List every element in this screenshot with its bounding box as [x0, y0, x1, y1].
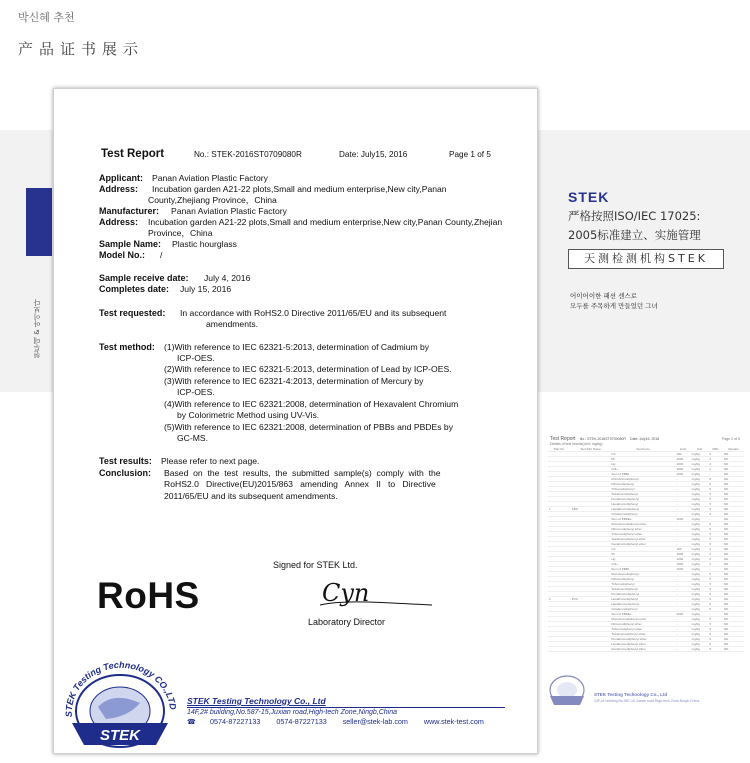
thumbnail-table-cell: Sum of PBDEs [610, 612, 675, 617]
thumbnail-table-cell: PVC [571, 597, 611, 602]
side-boxed-label: 天测检测机构STEK [568, 249, 724, 269]
thumbnail-results-table [548, 447, 744, 652]
thumbnail-table-cell: 5 [708, 617, 723, 622]
thumbnail-table-cell: mg/kg [691, 562, 709, 567]
thumbnail-table-cell: - [675, 632, 690, 637]
thumbnail-table-cell: 5 [708, 637, 723, 642]
thumbnail-table-cell: ND [723, 537, 744, 542]
thumbnail-table-cell: 5 [708, 532, 723, 537]
test-requested-line1: In accordance with RoHS2.0 Directive 2011/65/EU and its subsequent [180, 308, 447, 318]
thumbnail-table-cell: Cd [610, 547, 675, 552]
thumbnail-table-cell: - [675, 642, 690, 647]
thumbnail-table-cell: - [708, 472, 723, 477]
thumbnail-table-cell: mg/kg [691, 467, 709, 472]
thumbnail-table-cell: Pb [610, 552, 675, 557]
thumbnail-table-cell: mg/kg [691, 512, 709, 517]
conclusion-line1: Based on the test results, the submitted sample(s) comply with the [164, 468, 441, 478]
thumbnail-table-cell: 1000 [675, 557, 690, 562]
thumbnail-table-cell: Sum of PBDEs [610, 517, 675, 522]
thumbnail-table-cell: mg/kg [691, 537, 709, 542]
thumbnail-table-cell: - [675, 507, 690, 512]
thumbnail-table-cell: mg/kg [691, 587, 709, 592]
thumbnail-table-cell: - [675, 482, 690, 487]
thumbnail-table-cell: 5 [708, 602, 723, 607]
thumbnail-table-cell: 2 [708, 467, 723, 472]
method-line: ICP-OES. [177, 353, 215, 363]
laboratory-director: Laboratory Director [308, 617, 386, 627]
thumbnail-report-no: No.: STEK-2016ST0709080R [579, 437, 626, 441]
chinese-title: 产品证书展示 [18, 40, 145, 58]
thumbnail-table-cell: mg/kg [691, 527, 709, 532]
thumbnail-table-cell: ND [723, 472, 744, 477]
thumbnail-table-cell: ND [723, 522, 744, 527]
thumbnail-table-cell: 1000 [675, 612, 690, 617]
thumbnail-table-cell: mg/kg [691, 612, 709, 617]
report-title: Test Report [101, 148, 165, 160]
thumbnail-table-cell: ND [723, 577, 744, 582]
sample-name-value: Plastic hourglass [172, 239, 237, 249]
thumbnail-table-cell: Decabromodiphenyl ether [610, 542, 675, 547]
thumbnail-table-cell: Hexabromobiphenyl [610, 502, 675, 507]
manufacturer-label: Manufacturer: [99, 206, 160, 216]
thumbnail-table-cell: - [675, 492, 690, 497]
thumbnail-table-cell: - [708, 567, 723, 572]
thumbnail-table-cell: ND [723, 502, 744, 507]
thumbnail-table-cell: ND [723, 507, 744, 512]
thumbnail-table-cell: Decabromodiphenyl ether [610, 647, 675, 652]
thumbnail-table-cell: Tetrabromodiphenyl ether [610, 632, 675, 637]
thumbnail-table-cell: 5 [708, 622, 723, 627]
thumbnail-table-cell: mg/kg [691, 597, 709, 602]
thumbnail-table-cell: mg/kg [691, 487, 709, 492]
thumbnail-table-cell: ABS [571, 507, 611, 512]
test-requested-label: Test requested: [99, 308, 166, 318]
method-line: ICP-OES. [177, 387, 215, 397]
side-description-line2: 2005标准建立、实施管理 [568, 228, 701, 242]
thumbnail-table-cell: - [675, 532, 690, 537]
thumbnail-subtitle: Details of test results(Unit: mg/kg) [550, 442, 603, 446]
thumbnail-table-cell: 5 [708, 507, 723, 512]
thumbnail-table-cell: 100 [675, 547, 690, 552]
thumbnail-table-cell: Hg [610, 557, 675, 562]
thumbnail-table-cell: mg/kg [691, 522, 709, 527]
method-line: (2)With reference to IEC 62321-5:2013, determination of Lead by ICP-OES. [164, 364, 452, 374]
method-line: (4)With reference to IEC 62321:2008, determination of Hexavalent Chromium [164, 399, 459, 409]
thumbnail-table-cell: mg/kg [691, 647, 709, 652]
thumbnail-table-cell: 5 [708, 502, 723, 507]
thumbnail-table-cell: mg/kg [691, 502, 709, 507]
thumbnail-title-text: Test Report [550, 436, 576, 442]
thumbnail-table-cell: 2 [708, 452, 723, 457]
thumbnail-table-cell: 5 [708, 587, 723, 592]
completes-date-label: Completes date: [99, 284, 170, 294]
vertical-side-text: 현투데 & 아이보다 [33, 299, 41, 358]
thumbnail-table-cell: 5 [708, 572, 723, 577]
thumbnail-table-cell: ND [723, 462, 744, 467]
thumbnail-table-cell: - [675, 587, 690, 592]
thumbnail-table-cell: 5 [708, 492, 723, 497]
thumbnail-table-cell: 2 [708, 457, 723, 462]
thumbnail-column-header: Part No. [548, 447, 571, 452]
model-label: Model No.: [99, 250, 145, 260]
model-value: / [160, 250, 163, 260]
thumbnail-table-cell: ND [723, 527, 744, 532]
footer-address: 14F,2# building,No.587-15,Juxian road,High-tech Zone,Ningb,China [187, 709, 398, 716]
thumbnail-table-cell: ND [723, 622, 744, 627]
thumbnail-table-cell: 5 [708, 642, 723, 647]
thumbnail-table-cell: ND [723, 637, 744, 642]
address-label: Address: [99, 184, 139, 194]
thumbnail-table-cell: ND [723, 582, 744, 587]
thumbnail-table-cell: mg/kg [691, 497, 709, 502]
thumbnail-table-cell: Dibromobiphenyl [610, 482, 675, 487]
applicant-label: Applicant: [99, 173, 143, 183]
thumbnail-table-cell: - [675, 502, 690, 507]
thumbnail-table-cell: mg/kg [691, 637, 709, 642]
signature [316, 573, 436, 613]
thumbnail-table-cell: ND [723, 587, 744, 592]
thumbnail-table-cell: mg/kg [691, 567, 709, 572]
thumbnail-table-cell: 5 [708, 647, 723, 652]
thumbnail-table-cell: - [675, 477, 690, 482]
thumbnail-table-cell: ND [723, 567, 744, 572]
footer-tel1: 0574-87227133 [209, 717, 261, 726]
applicant-value: Panan Aviation Plastic Factory [152, 173, 268, 183]
manufacturer-value: Panan Aviation Plastic Factory [171, 206, 287, 216]
thumbnail-table-cell: mg/kg [691, 492, 709, 497]
thumbnail-table-cell: - [675, 617, 690, 622]
thumbnail-table-cell: Tetrabromodiphenyl ether [610, 537, 675, 542]
thumbnail-table-cell: Monobromodiphenyl ether [610, 522, 675, 527]
thumbnail-table-cell: Pb [610, 457, 675, 462]
thumbnail-table-cell: ND [723, 592, 744, 597]
thumbnail-table-cell: 1 [548, 507, 571, 512]
thumbnail-table-cell: 1000 [675, 517, 690, 522]
test-method-label: Test method: [99, 342, 155, 352]
thumbnail-column-header: Results [723, 447, 744, 452]
thumbnail-table-cell: - [675, 602, 690, 607]
thumbnail-column-header: Test Part Name [571, 447, 611, 452]
footer-email[interactable]: seller@stek-lab.com [342, 717, 408, 726]
thumbnail-table-cell: 5 [708, 497, 723, 502]
phone-icon: ☎ [187, 717, 196, 726]
thumbnail-table-cell: ND [723, 512, 744, 517]
thumbnail-table-cell: ND [723, 547, 744, 552]
stek-seal-logo [58, 659, 182, 751]
thumbnail-table-cell: - [675, 522, 690, 527]
thumbnail-table-cell: 5 [708, 522, 723, 527]
report-date: Date: July15, 2016 [339, 150, 408, 159]
thumbnail-table-cell: mg/kg [691, 477, 709, 482]
address-line2: County,Zhejiang Province，China [148, 195, 277, 205]
thumbnail-table-cell: - [675, 577, 690, 582]
test-results-label: Test results: [99, 456, 152, 466]
thumbnail-table-cell: Hexabromobiphenyl [610, 597, 675, 602]
thumbnail-table-cell: ND [723, 457, 744, 462]
thumbnail-table-cell: 5 [708, 527, 723, 532]
thumbnail-table-cell: mg/kg [691, 602, 709, 607]
thumbnail-table-cell: mg/kg [691, 592, 709, 597]
thumbnail-table-cell: - [675, 542, 690, 547]
thumbnail-table-cell: 5 [708, 607, 723, 612]
thumbnail-table-cell: 2 [708, 462, 723, 467]
thumbnail-table-cell: Octabromobiphenyl [610, 607, 675, 612]
footer-divider [187, 707, 505, 708]
footer-tel2: 0574-87227133 [276, 717, 327, 726]
thumbnail-table-cell: ND [723, 632, 744, 637]
thumbnail-table-cell: mg/kg [691, 582, 709, 587]
thumbnail-column-header: MDL [708, 447, 723, 452]
thumbnail-table-cell: 1000 [675, 457, 690, 462]
method-line: by Colorimetric Method using UV-Vis. [177, 410, 320, 420]
thumbnail-table-cell: - [675, 637, 690, 642]
thumbnail-table-cell: 1000 [675, 467, 690, 472]
thumbnail-table-cell [571, 647, 611, 652]
thumbnail-table-cell: - [675, 512, 690, 517]
completes-date-value: July 15, 2016 [180, 284, 232, 294]
thumbnail-table-cell: 2 [708, 557, 723, 562]
thumbnail-column-header: Test Items [610, 447, 675, 452]
thumbnail-results-page [542, 428, 750, 728]
thumbnail-table-cell: 5 [708, 482, 723, 487]
thumbnail-table-cell: mg/kg [691, 532, 709, 537]
thumbnail-table-cell: 1000 [675, 552, 690, 557]
blue-accent-block [26, 188, 52, 256]
thumbnail-table-cell: mg/kg [691, 517, 709, 522]
thumbnail-table-cell: mg/kg [691, 632, 709, 637]
conclusion-line3: 2011/65/EU and its subsequent amendments. [164, 491, 338, 501]
thumbnail-table-cell: Cd [610, 452, 675, 457]
thumbnail-table-cell: - [675, 487, 690, 492]
thumbnail-table-cell: Heptabromobiphenyl [610, 602, 675, 607]
thumbnail-table-cell: Cr6+ [610, 467, 675, 472]
thumbnail-table-cell: - [675, 597, 690, 602]
thumbnail-table-cell: ND [723, 597, 744, 602]
thumbnail-table-cell: Sum of PBBs [610, 567, 675, 572]
thumbnail-table-cell: 100 [675, 452, 690, 457]
thumbnail-table-cell: Dibromobiphenyl [610, 577, 675, 582]
thumbnail-table-cell: Hg [610, 462, 675, 467]
thumbnail-table-cell: - [675, 622, 690, 627]
side-small-text-2: 모두를 주목하게 만들었던 그녀 [570, 302, 658, 310]
receive-date-value: July 4, 2016 [204, 273, 251, 283]
thumbnail-table-cell: 5 [708, 627, 723, 632]
thumbnail-page-number: Page 2 of 5 [722, 437, 740, 441]
signed-for-text: Signed for STEK Ltd. [273, 560, 358, 570]
thumbnail-column-header: Limit [675, 447, 690, 452]
thumbnail-table-cell: Monobromobiphenyl [610, 477, 675, 482]
thumbnail-table-cell: - [675, 627, 690, 632]
thumbnail-table-cell: mg/kg [691, 552, 709, 557]
thumbnail-table-cell: Tribromobiphenyl [610, 582, 675, 587]
report-page-number: Page 1 of 5 [449, 150, 491, 159]
thumbnail-footer-address: 14F,2# building,No.587-15,Juxian road,High-tech Zone,Ningb,China [594, 699, 700, 703]
thumbnail-table-cell: Cr6+ [610, 562, 675, 567]
method-line: GC-MS. [177, 433, 209, 443]
thumbnail-table-cell: mg/kg [691, 462, 709, 467]
thumbnail-table-cell: - [675, 527, 690, 532]
thumbnail-table-cell: 2 [708, 552, 723, 557]
thumbnail-table-cell: Monobromodiphenyl ether [610, 617, 675, 622]
thumbnail-table-cell: - [675, 592, 690, 597]
thumbnail-table-cell: Dibromodiphenyl ether [610, 527, 675, 532]
thumbnail-column-header: Unit [691, 447, 709, 452]
certificate-page [53, 88, 538, 754]
thumbnail-table-cell: ND [723, 607, 744, 612]
thumbnail-table-cell: 5 [708, 597, 723, 602]
thumbnail-table-cell: mg/kg [691, 642, 709, 647]
receive-date-label: Sample receive date: [99, 273, 189, 283]
thumbnail-table-cell: mg/kg [691, 607, 709, 612]
thumbnail-table-cell: - [708, 517, 723, 522]
thumbnail-table-cell: Pentabromobiphenyl [610, 592, 675, 597]
thumbnail-table-cell: 1000 [675, 562, 690, 567]
thumbnail-table-cell: mg/kg [691, 547, 709, 552]
thumbnail-table-cell: Dibromodiphenyl ether [610, 622, 675, 627]
thumbnail-table-cell: Sum of PBBs [610, 472, 675, 477]
thumbnail-table-cell: Tribromobiphenyl [610, 487, 675, 492]
thumbnail-table-cell: ND [723, 562, 744, 567]
conclusion-label: Conclusion: [99, 468, 151, 478]
thumbnail-table-cell: 2 [708, 547, 723, 552]
thumbnail-table-cell: mg/kg [691, 457, 709, 462]
address2-label: Address: [99, 217, 139, 227]
thumbnail-table-cell: 2 [708, 562, 723, 567]
thumbnail-table-cell: mg/kg [691, 577, 709, 582]
rohs-mark: RoHS [97, 575, 200, 616]
footer-web[interactable]: www.stek-test.com [423, 717, 484, 726]
thumbnail-table-cell: 1000 [675, 472, 690, 477]
address2-line2: Province，China [148, 228, 213, 238]
thumbnail-table-cell: mg/kg [691, 452, 709, 457]
conclusion-line2: RoHS2.0 Directive(EU)2015/863 amending Annex II to Directive [164, 479, 436, 489]
thumbnail-table-cell: Pentabromodiphenyl ether [610, 637, 675, 642]
thumbnail-table-cell: ND [723, 617, 744, 622]
thumbnail-table-cell: ND [723, 517, 744, 522]
test-requested-line2: amendments. [206, 319, 259, 329]
thumbnail-table-cell: 5 [708, 577, 723, 582]
thumbnail-table-cell: ND [723, 557, 744, 562]
thumbnail-table-cell: ND [723, 487, 744, 492]
thumbnail-footer-company: STEK Testing Technology Co., Ltd [594, 692, 668, 697]
thumbnail-table-cell: mg/kg [691, 617, 709, 622]
footer-company: STEK Testing Technology Co., Ltd [187, 696, 326, 706]
thumbnail-table-cell: - [675, 537, 690, 542]
korean-title: 박신혜 추천 [18, 11, 75, 24]
thumbnail-table-cell: ND [723, 452, 744, 457]
thumbnail-table-cell: 1000 [675, 567, 690, 572]
thumbnail-table-cell: 1000 [675, 462, 690, 467]
sample-name-label: Sample Name: [99, 239, 162, 249]
seal-arc-text: STEK Testing Technology CO.,LTD [63, 659, 179, 718]
side-brand-title: STEK [568, 189, 610, 205]
thumbnail-table-cell: 5 [708, 512, 723, 517]
thumbnail-table-cell: ND [723, 612, 744, 617]
thumbnail-table-cell: - [708, 612, 723, 617]
thumbnail-table-cell: mg/kg [691, 482, 709, 487]
thumbnail-table-cell: ND [723, 602, 744, 607]
thumbnail-table-cell: mg/kg [691, 627, 709, 632]
thumbnail-table-cell: Monobromobiphenyl [610, 572, 675, 577]
thumbnail-table-row [548, 647, 744, 652]
method-line: (3)With reference to IEC 62321-4:2013, determination of Mercury by [164, 376, 424, 386]
thumbnail-table-cell: 5 [708, 477, 723, 482]
signature-text: Cyn [322, 579, 370, 607]
address2-line1: Incubation garden A21-22 plots,Small and medium enterprise,New city,Panan County,Zhejian [148, 217, 503, 227]
test-results-value: Please refer to next page. [161, 456, 260, 466]
thumbnail-table-cell: - [675, 572, 690, 577]
thumbnail-table-cell: - [675, 497, 690, 502]
thumbnail-table-cell: mg/kg [691, 557, 709, 562]
thumbnail-table-cell [548, 647, 571, 652]
thumbnail-table-cell: ND [723, 542, 744, 547]
seal-logo-text: STEK [99, 727, 141, 744]
thumbnail-table-cell: - [675, 607, 690, 612]
thumbnail-table-cell: 5 [708, 582, 723, 587]
method-line: (1)With reference to IEC 62321-5:2013, determination of Cadmium by [164, 342, 430, 352]
thumbnail-table-cell: Octabromobiphenyl [610, 512, 675, 517]
thumbnail-table-cell: Tribromodiphenyl ether [610, 627, 675, 632]
address-line1: Incubation garden A21-22 plots,Small and medium enterprise,New city,Panan [152, 184, 447, 194]
thumbnail-table-cell: Pentabromobiphenyl [610, 497, 675, 502]
thumbnail-table-cell: Tetrabromobiphenyl [610, 587, 675, 592]
thumbnail-table-cell: mg/kg [691, 472, 709, 477]
thumbnail-date: Date: July15, 2016 [630, 437, 660, 441]
thumbnail-table-cell: 5 [708, 542, 723, 547]
thumbnail-table-cell: mg/kg [691, 572, 709, 577]
side-small-text-1: 어이어이한 패션 센스로 [570, 292, 637, 300]
thumbnail-table-cell: ND [723, 627, 744, 632]
thumbnail-table-cell: ND [723, 492, 744, 497]
thumbnail-table-cell: ND [723, 467, 744, 472]
thumbnail-table-cell: ND [723, 477, 744, 482]
thumbnail-table-cell: Tribromodiphenyl ether [610, 532, 675, 537]
thumbnail-table-cell: 5 [708, 487, 723, 492]
thumbnail-table-cell: 5 [708, 592, 723, 597]
thumbnail-seal-logo [544, 672, 590, 708]
thumbnail-table-cell: ND [723, 552, 744, 557]
thumbnail-table-cell: Tetrabromobiphenyl [610, 492, 675, 497]
thumbnail-table-cell: Heptabromobiphenyl [610, 507, 675, 512]
thumbnail-table-cell: mg/kg [691, 622, 709, 627]
thumbnail-table-cell: mg/kg [691, 542, 709, 547]
thumbnail-table-cell: ND [723, 572, 744, 577]
thumbnail-table-cell: ND [723, 642, 744, 647]
report-number: No.: STEK-2016ST0709080R [194, 150, 302, 159]
thumbnail-table-cell: mg/kg [691, 507, 709, 512]
method-line: (5)With reference to IEC 62321:2008, determination of PBBs and PBDEs by [164, 422, 453, 432]
thumbnail-table-cell: - [675, 582, 690, 587]
thumbnail-table-cell: ND [723, 497, 744, 502]
thumbnail-table-cell: 2 [548, 597, 571, 602]
thumbnail-table-cell: ND [723, 482, 744, 487]
side-description-line1: 严格按照ISO/IEC 17025: [568, 209, 701, 223]
thumbnail-table-cell: Hexabromodiphenyl ether [610, 642, 675, 647]
thumbnail-table-cell: 5 [708, 537, 723, 542]
thumbnail-table-cell: 5 [708, 632, 723, 637]
thumbnail-table-cell: ND [723, 647, 744, 652]
thumbnail-table-cell: ND [723, 532, 744, 537]
footer-contacts [187, 717, 507, 726]
thumbnail-table-cell: - [675, 647, 690, 652]
